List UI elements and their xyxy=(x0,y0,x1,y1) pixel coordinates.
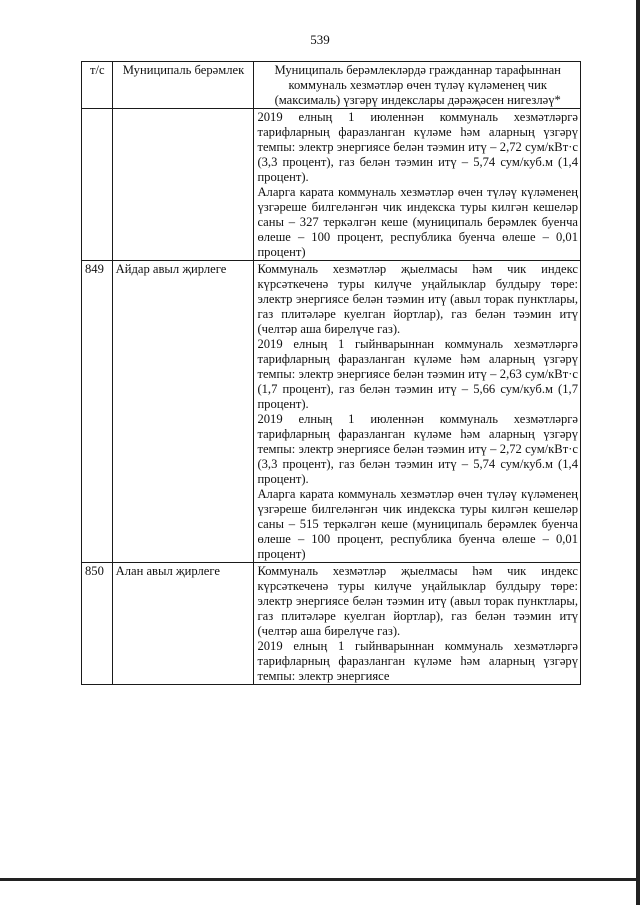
row-number: 850 xyxy=(82,563,113,685)
header-number: т/с xyxy=(82,62,113,109)
basis-paragraph: 2019 елның 1 гыйнварыннан коммуналь хезмәтләргә тарифларның фаразланган күләме һәм аларның үзгәрү темпы: электр энергиясе белән тәэмин итү – 2,63 сум/кВт·с (1,7 процент), газ белән тәэмин итү – 5,66 сум/куб.м (1,7 процент). xyxy=(257,337,578,411)
basis-paragraph: Коммуналь хезмәтләр җыелмасы һәм чик индекс күрсәткеченә туры килүче уңайлыклар булдыру төре: электр энергиясе белән тәэмин итү (авыл торак пунктлары, газ плитәләре куелган йортлар), газ белән тәэмин итү (челтәр аша бирелүче газ). xyxy=(257,262,578,336)
table-row xyxy=(82,109,581,261)
row-basis xyxy=(254,109,581,261)
scan-edge-bottom xyxy=(0,878,640,881)
basis-paragraph: Коммуналь хезмәтләр җыелмасы һәм чик индекс күрсәткеченә туры килүче уңайлыклар булдыру төре: электр энергиясе белән тәэмин итү (авыл торак пунктлары, газ плитәләре куелган йортлар), газ белән тәэмин итү (челтәр аша бирелүче газ). xyxy=(257,564,578,638)
basis-paragraph: 2019 елның 1 июленнән коммуналь хезмәтләргә тарифларның фаразланган күләме һәм аларның үзгәрү темпы: электр энергиясе белән тәэмин итү – 2,72 сум/кВт·с (3,3 процент), газ белән тәэмин итү – 5,74 сум/куб.м (1,4 процент). xyxy=(257,412,578,486)
row-basis xyxy=(254,563,581,685)
basis-paragraph: 2019 елның 1 гыйнварыннан коммуналь хезмәтләргә тарифларның фаразланган күләме һәм аларның үзгәрү темпы: электр энергиясе xyxy=(257,639,578,683)
row-municipality xyxy=(112,109,254,261)
row-municipality: Айдар авыл җирлеге xyxy=(112,261,254,563)
table-row xyxy=(82,261,581,563)
basis-paragraph: Аларга карата коммуналь хезмәтләр өчен түләү күләменең үзгәреше билгеләнгән чик индекска туры килгән кешеләр саны – 515 теркәлгән кеше (муниципаль берәмлек буенча өлеше – 100 процент, республика буенча өлеше – 0,01 процент) xyxy=(257,487,578,561)
row-municipality: Алан авыл җирлеге xyxy=(112,563,254,685)
table-header-row xyxy=(82,62,581,109)
row-number xyxy=(82,109,113,261)
row-number: 849 xyxy=(82,261,113,563)
scan-edge-right xyxy=(636,0,640,905)
header-municipality: Муниципаль берәмлек xyxy=(112,62,254,109)
basis-paragraph: Аларга карата коммуналь хезмәтләр өчен түләү күләменең үзгәреше билгеләнгән чик индекска туры килгән кешеләр саны – 327 теркәлгән кеше (муниципаль берәмлек буенча өлеше – 100 процент, республика буенча өлеше – 0,01 процент) xyxy=(257,185,578,259)
row-basis xyxy=(254,261,581,563)
page-number: 539 xyxy=(310,32,330,47)
header-basis: Муниципаль берәмлекләрдә гражданнар тарафыннан коммуналь хезмәтләр өчен түләү күләменең чик (максималь) үзгәрү индекслары дәрәҗәсен нигезләү* xyxy=(254,62,581,109)
tariff-table xyxy=(81,61,581,685)
table-row xyxy=(82,563,581,685)
basis-paragraph: 2019 елның 1 июленнән коммуналь хезмәтләргә тарифларның фаразланган күләме һәм аларның үзгәрү темпы: электр энергиясе белән тәэмин итү – 2,72 сум/кВт·с (3,3 процент), газ белән тәэмин итү – 5,74 сум/куб.м (1,4 процент). xyxy=(257,110,578,184)
